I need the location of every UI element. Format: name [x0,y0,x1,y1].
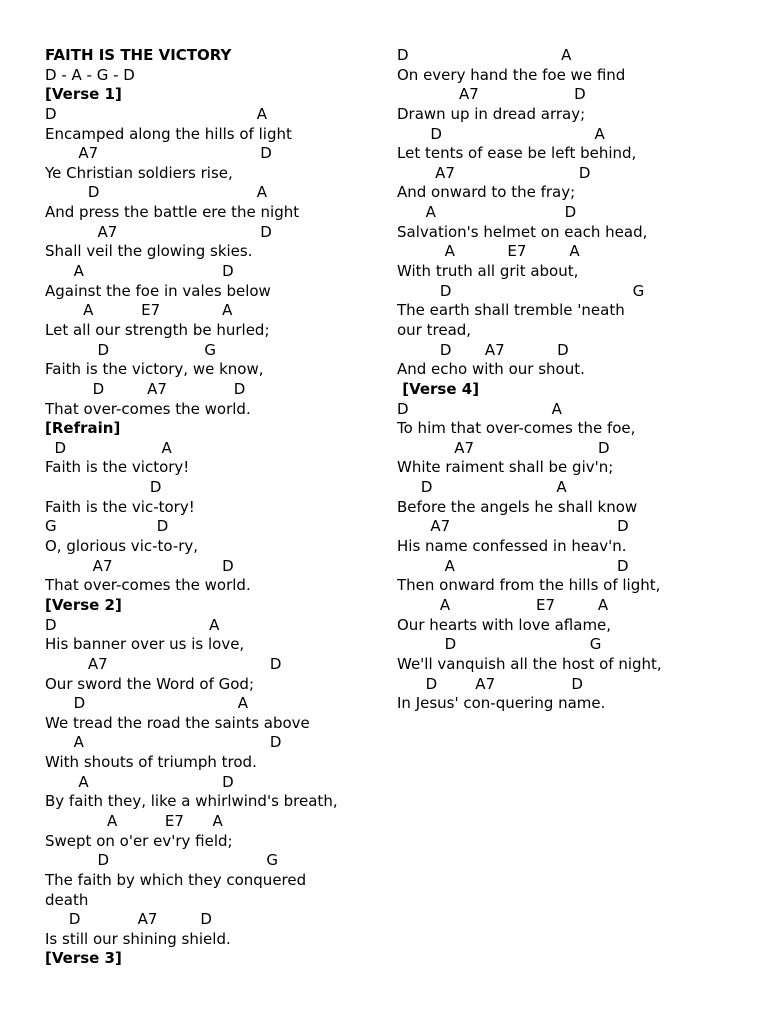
lyric-line: Before the angels he shall know [397,497,638,516]
lyric-line: Swept on o'er ev'ry field; [45,831,233,850]
lyric-line: Ye Christian soldiers rise, [45,163,233,182]
lyric-line: With truth all grit about, [397,262,579,281]
lyric-line: Salvation's helmet on each head, [397,222,648,241]
chord-line: A7 D [397,85,586,104]
lyric-line: We'll vanquish all the host of night, [397,654,662,673]
chord-line: D A [397,46,572,64]
lyric-line: And press the battle ere the night [45,203,300,222]
chord-line: D A [45,694,248,713]
chord-line: A E7 A [45,811,223,830]
lyric-line: His banner over us is love, [45,635,245,654]
lyric-line: With shouts of triumph trod. [45,753,257,772]
chord-line: D A [45,615,220,634]
section-heading: [Refrain] [45,419,121,438]
chord-line: D A [397,124,605,143]
chord-line: A7 D [397,517,629,536]
lyric-line: In Jesus' con-quering name. [397,694,606,713]
lyric-line: death [45,890,89,909]
lyric-line: His name confessed in heav'n. [397,537,627,556]
chord-line: D G [45,851,278,870]
lyric-line: Encamped along the hills of light [45,124,292,143]
chord-line: D A [397,478,567,497]
section-heading: [Verse 4] [397,379,480,398]
lyric-line: That over-comes the world. [45,576,251,595]
lyric-line: Faith is the vic-tory! [45,497,195,516]
lyric-line: our tread, [397,320,472,339]
lyric-line: Our sword the Word of God; [45,674,255,693]
chord-line: D A [45,183,268,202]
chord-line: A7 D [45,654,282,673]
lyric-line: We tread the road the saints above [45,713,310,732]
chord-line: G D [45,517,169,536]
lyric-line: And onward to the fray; [397,183,576,202]
lyric-line: Drawn up in dread array; [397,104,586,123]
song-title: FAITH IS THE VICTORY [45,46,232,64]
lyric-line: The earth shall tremble 'neath [397,301,625,320]
lyric-line: By faith they, like a whirlwind's breath, [45,792,338,811]
chord-line: D A [45,104,268,123]
chord-line: D A7 D [45,910,212,929]
chord-line: A7 D [45,556,234,575]
lyric-line: Let all our strength be hurled; [45,320,270,339]
lyric-line: And echo with our shout. [397,360,585,379]
chord-line: D A7 D [397,674,583,693]
lyric-line: On every hand the foe we find [397,65,626,84]
section-heading: [Verse 1] [45,85,122,104]
lyric-line: Faith is the victory! [45,458,190,477]
chord-line: A7 D [397,438,610,457]
right-column [397,46,737,714]
chord-line: A D [45,262,234,281]
chord-line: D G [397,635,602,654]
chord-line: A D [397,556,629,575]
chord-progression: D - A - G - D [45,65,135,84]
lyric-line: Then onward from the hills of light, [397,576,661,595]
lyric-line: That over-comes the world. [45,399,251,418]
chord-line: A7 D [397,163,591,182]
chord-line: D A7 D [45,379,246,398]
lyric-line: Let tents of ease be left behind, [397,144,637,163]
chord-line: A D [45,772,234,791]
lyric-line: Shall veil the glowing skies. [45,242,253,261]
chord-line: D A [45,438,172,457]
lyric-line: O, glorious vic-to-ry, [45,537,199,556]
section-heading: [Verse 2] [45,595,122,614]
chord-line: A E7 A [45,301,233,320]
chord-line: D A7 D [397,340,569,359]
chord-line: A D [397,203,577,222]
lyric-line: The faith by which they conquered [45,870,307,889]
chord-line: D A [397,399,562,418]
lyric-line: To him that over-comes the foe, [397,419,636,438]
left-column [45,46,385,969]
chord-line: D [45,478,162,497]
lyric-line: White raiment shall be giv'n; [397,458,614,477]
chord-line: A D [45,733,282,752]
chord-line: A E7 A [397,595,609,614]
lyric-line: Our hearts with love aflame, [397,615,612,634]
lyric-line: Is still our shining shield. [45,929,231,948]
chord-line: D G [397,281,645,300]
lyric-line: Faith is the victory, we know, [45,360,264,379]
chord-line: D G [45,340,216,359]
chord-line: A E7 A [397,242,580,261]
chord-line: A7 D [45,144,272,163]
lyric-line: Against the foe in vales below [45,281,271,300]
section-heading: [Verse 3] [45,949,122,968]
chord-line: A7 D [45,222,272,241]
